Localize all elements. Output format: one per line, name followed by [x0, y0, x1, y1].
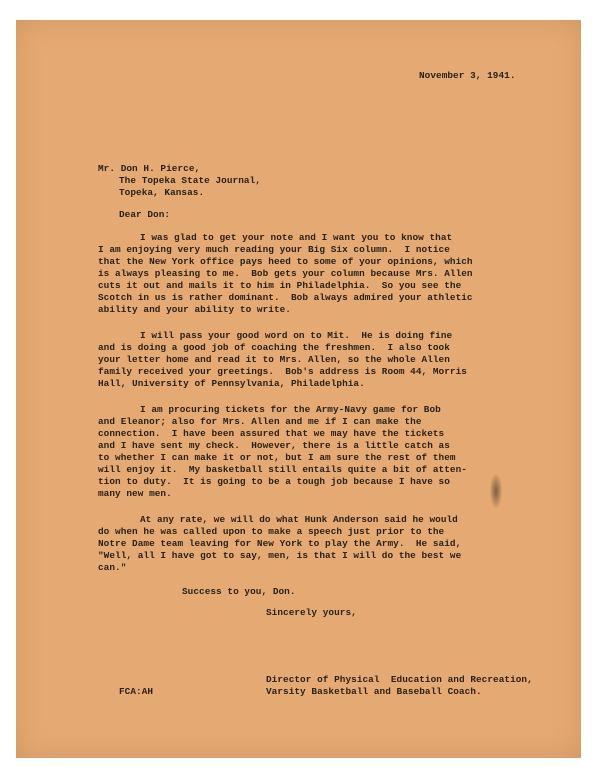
text-line: many new men. — [98, 488, 172, 499]
text-line: do when he was called upon to make a speech just prior to the — [98, 526, 445, 537]
text-line: Scotch in us is rather dominant. Bob always admired your athletic — [98, 292, 473, 303]
letter-date: November 3, 1941. — [419, 70, 516, 81]
text-line: Hall, University of Pennsylvania, Philadelphia. — [98, 378, 365, 389]
text-line: I will pass your good word on to Mit. He is doing fine — [140, 330, 453, 341]
text-line: I was glad to get your note and I want you to know that — [140, 232, 453, 243]
signature-title-line: Varsity Basketball and Baseball Coach. — [266, 686, 482, 697]
text-line: At any rate, we will do what Hunk Anderson said he would — [140, 514, 458, 525]
text-line: your letter home and read it to Mrs. Allen, so the whole Allen — [98, 354, 450, 365]
closing-wish: Success to you, Don. — [182, 586, 296, 597]
text-line: I am enjoying very much reading your Big Six column. I notice — [98, 244, 450, 255]
ink-smudge — [490, 474, 502, 508]
text-line: connection. I have been assured that we may have the tickets — [98, 428, 445, 439]
letter-page — [16, 20, 581, 758]
text-line: cuts it out and mails it to him in Philadelphia. So you see the — [98, 280, 462, 291]
text-line: that the New York office pays heed to some of your opinions, which — [98, 256, 473, 267]
typist-initials: FCA:AH — [119, 686, 154, 697]
text-line: to whether I can make it or not, but I am sure the rest of them — [98, 452, 456, 463]
text-line: Notre Dame team leaving for New York to play the Army. He said, — [98, 538, 462, 549]
text-line: "Well, all I have got to say, men, is that I will do the best we — [98, 550, 462, 561]
recipient-line: The Topeka State Journal, — [119, 175, 261, 186]
text-line: family received your greetings. Bob's address is Room 44, Morris — [98, 366, 467, 377]
text-line: tion to duty. It is going to be a tough job because I have so — [98, 476, 450, 487]
text-line: and is doing a good job of coaching the freshmen. I also took — [98, 342, 450, 353]
text-line: I am procuring tickets for the Army-Navy game for Bob — [140, 404, 441, 415]
text-line: can." — [98, 562, 127, 573]
signature-title-line: Director of Physical Education and Recreation, — [266, 674, 533, 685]
text-line: is always pleasing to me. Bob gets your column because Mrs. Allen — [98, 268, 473, 279]
complimentary-close: Sincerely yours, — [266, 607, 357, 618]
text-line: will enjoy it. My basketball still entails quite a bit of atten- — [98, 464, 467, 475]
recipient-line: Topeka, Kansas. — [119, 187, 205, 198]
text-line: and I have sent my check. However, there is a little catch as — [98, 440, 450, 451]
recipient-line: Mr. Don H. Pierce, — [98, 163, 201, 174]
salutation: Dear Don: — [119, 209, 171, 220]
text-line: and Eleanor; also for Mrs. Allen and me if I can make the — [98, 416, 422, 427]
text-line: ability and your ability to write. — [98, 304, 291, 315]
